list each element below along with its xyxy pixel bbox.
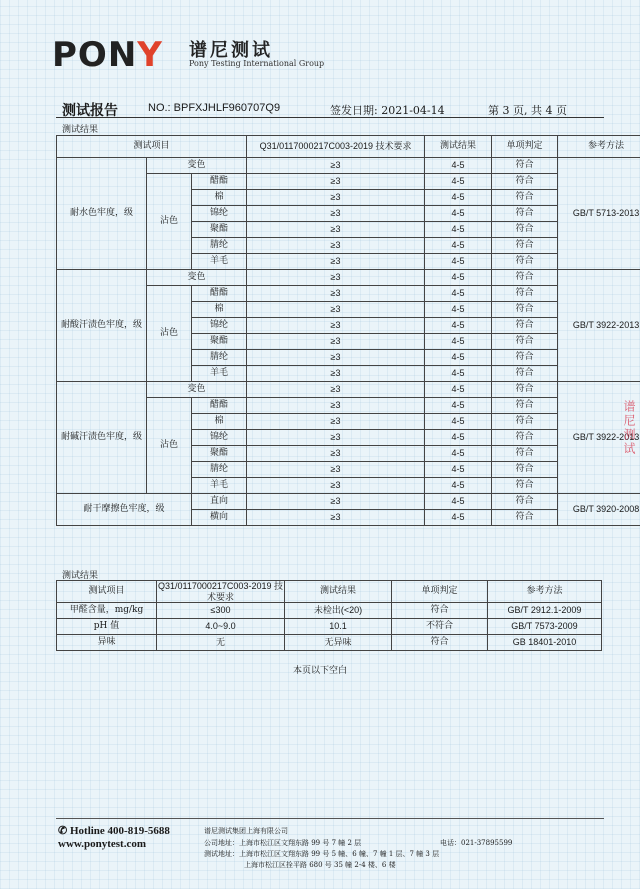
verdict-cell: 符合 — [492, 494, 558, 510]
result-cell: 4-5 — [425, 174, 492, 190]
requirement-cell: ≥3 — [247, 286, 425, 302]
result-cell: 无异味 — [285, 635, 392, 651]
verdict-cell: 符合 — [492, 302, 558, 318]
colorfastness-table — [56, 135, 640, 526]
verdict-cell: 符合 — [492, 286, 558, 302]
requirement-cell: ≥3 — [247, 350, 425, 366]
chemical-table — [56, 580, 602, 651]
header-requirement: Q31/0117000217C003-2019 技术要求 — [247, 136, 425, 158]
issue-date: 签发日期: 2021-04-14 — [330, 104, 445, 117]
fiber-cell: 腈纶 — [192, 462, 247, 478]
method-cell: GB/T 3922-2013 — [558, 270, 640, 382]
verdict-cell: 符合 — [492, 270, 558, 286]
fiber-cell: 锦纶 — [192, 430, 247, 446]
footer-divider — [56, 818, 604, 819]
fiber-cell: 醋酯 — [192, 286, 247, 302]
test-item-name: 耐碱汗渍色牢度，级 — [57, 382, 147, 494]
verdict-cell: 符合 — [392, 603, 488, 619]
table-row — [57, 619, 602, 635]
result-cell: 10.1 — [285, 619, 392, 635]
header-method: 参考方法 — [558, 136, 640, 158]
table-row — [57, 382, 640, 398]
blank-note: 本页以下空白 — [292, 666, 347, 676]
result-cell: 4-5 — [425, 206, 492, 222]
test-item-name: 异味 — [57, 635, 157, 651]
method-cell: GB/T 7573-2009 — [488, 619, 602, 635]
result-cell: 4-5 — [425, 350, 492, 366]
fiber-cell: 醋酯 — [192, 398, 247, 414]
verdict-cell: 符合 — [492, 254, 558, 270]
requirement-cell: ≥3 — [247, 190, 425, 206]
direction-cell: 横向 — [192, 510, 247, 526]
requirement-cell: ≥3 — [247, 398, 425, 414]
test-item-name: 耐酸汗渍色牢度，级 — [57, 270, 147, 382]
fiber-cell: 锦纶 — [192, 206, 247, 222]
footer-address: 公司地址：上海市松江区文翔东路 99 号 7 幢 2 层 — [204, 839, 362, 847]
footer-lab-address-2: 上海市松江区拴平路 680 号 35 幢 2-4 楼、6 楼 — [244, 861, 396, 869]
table-row — [57, 270, 640, 286]
fiber-cell: 锦纶 — [192, 318, 247, 334]
test-item-name: 甲醛含量，mg/kg — [57, 603, 157, 619]
test-item-name: 耐水色牢度，级 — [57, 158, 147, 270]
stain-label: 沾色 — [147, 174, 192, 270]
requirement-cell: ≥3 — [247, 254, 425, 270]
page-info: 第 3 页, 共 4 页 — [488, 104, 567, 117]
fiber-cell: 腈纶 — [192, 238, 247, 254]
result-cell: 4-5 — [425, 270, 492, 286]
result-cell: 4-5 — [425, 366, 492, 382]
table-row — [57, 603, 602, 619]
result-cell: 4-5 — [425, 334, 492, 350]
footer-lab-address-1: 测试地址：上海市松江区文翔东路 99 号 5 幢、6 幢、7 幢 1 层、7 幢 3 层 — [204, 850, 440, 858]
result-cell: 4-5 — [425, 302, 492, 318]
verdict-cell: 符合 — [492, 350, 558, 366]
requirement-cell: ≥3 — [247, 222, 425, 238]
stain-label: 沾色 — [147, 398, 192, 494]
method-cell: GB/T 3922-2013 — [558, 382, 640, 494]
requirement-cell: 无 — [157, 635, 285, 651]
verdict-cell: 符合 — [492, 398, 558, 414]
verdict-cell: 符合 — [492, 446, 558, 462]
result-cell: 4-5 — [425, 190, 492, 206]
requirement-cell: ≥3 — [247, 334, 425, 350]
fiber-cell: 羊毛 — [192, 366, 247, 382]
verdict-cell: 符合 — [492, 318, 558, 334]
requirement-cell: ≥3 — [247, 462, 425, 478]
direction-cell: 直向 — [192, 494, 247, 510]
verdict-cell: 不符合 — [392, 619, 488, 635]
header-verdict: 单项判定 — [392, 581, 488, 603]
requirement-cell: ≤300 — [157, 603, 285, 619]
requirement-cell: ≥3 — [247, 270, 425, 286]
header-result: 测试结果 — [425, 136, 492, 158]
test-item-name: 耐干摩擦色牢度，级 — [57, 494, 192, 526]
requirement-cell: ≥3 — [247, 414, 425, 430]
verdict-cell: 符合 — [492, 414, 558, 430]
method-cell: GB/T 2912.1-2009 — [488, 603, 602, 619]
change-label: 变色 — [147, 270, 247, 286]
table-row — [57, 158, 640, 174]
section2-title: 测试结果 — [62, 571, 99, 581]
pony-logo-mark: PONY — [52, 35, 163, 75]
result-cell: 4-5 — [425, 158, 492, 174]
company-name-en: Pony Testing International Group — [189, 59, 325, 68]
requirement-cell: ≥3 — [247, 446, 425, 462]
result-cell: 4-5 — [425, 430, 492, 446]
verdict-cell: 符合 — [492, 158, 558, 174]
header-method: 参考方法 — [488, 581, 602, 603]
requirement-cell: ≥3 — [247, 366, 425, 382]
verdict-cell: 符合 — [492, 238, 558, 254]
header-item: 测试项目 — [57, 136, 247, 158]
requirement-cell: ≥3 — [247, 494, 425, 510]
verdict-cell: 符合 — [492, 206, 558, 222]
fiber-cell: 羊毛 — [192, 478, 247, 494]
method-cell: GB/T 3920-2008 — [558, 494, 640, 526]
change-label: 变色 — [147, 158, 247, 174]
change-label: 变色 — [147, 382, 247, 398]
hotline — [58, 824, 170, 837]
phone-icon: ✆ — [58, 825, 68, 837]
fiber-cell: 醋酯 — [192, 174, 247, 190]
verdict-cell: 符合 — [492, 430, 558, 446]
company-name-cn: 谱尼测试 — [189, 40, 273, 61]
test-item-name: pH 值 — [57, 619, 157, 635]
requirement-cell: ≥3 — [247, 318, 425, 334]
result-cell: 4-5 — [425, 478, 492, 494]
verdict-cell: 符合 — [492, 334, 558, 350]
requirement-cell: ≥3 — [247, 158, 425, 174]
fiber-cell: 棉 — [192, 414, 247, 430]
table-header-row — [57, 136, 640, 158]
requirement-cell: 4.0~9.0 — [157, 619, 285, 635]
verdict-cell: 符合 — [492, 174, 558, 190]
verdict-cell: 符合 — [492, 222, 558, 238]
requirement-cell: ≥3 — [247, 174, 425, 190]
header-divider — [56, 117, 604, 118]
method-cell: GB 18401-2010 — [488, 635, 602, 651]
verdict-cell: 符合 — [492, 510, 558, 526]
header-item: 测试项目 — [57, 581, 157, 603]
footer-phone: 电话：021-37895599 — [440, 839, 513, 847]
stain-label: 沾色 — [147, 286, 192, 382]
result-cell: 4-5 — [425, 398, 492, 414]
requirement-cell: ≥3 — [247, 430, 425, 446]
verdict-cell: 符合 — [492, 382, 558, 398]
result-cell: 4-5 — [425, 462, 492, 478]
requirement-cell: ≥3 — [247, 478, 425, 494]
report-number: NO.: BPFXJHLF960707Q9 — [148, 102, 281, 114]
header-result: 测试结果 — [285, 581, 392, 603]
header-verdict: 单项判定 — [492, 136, 558, 158]
requirement-cell: ≥3 — [247, 206, 425, 222]
fiber-cell: 腈纶 — [192, 350, 247, 366]
result-cell: 4-5 — [425, 494, 492, 510]
table-row — [57, 635, 602, 651]
result-cell: 4-5 — [425, 286, 492, 302]
seal-stamp: 谱尼测试 — [622, 400, 636, 456]
verdict-cell: 符合 — [492, 190, 558, 206]
result-cell: 4-5 — [425, 414, 492, 430]
verdict-cell: 符合 — [492, 366, 558, 382]
fiber-cell: 棉 — [192, 190, 247, 206]
result-cell: 4-5 — [425, 238, 492, 254]
result-cell: 4-5 — [425, 254, 492, 270]
result-cell: 4-5 — [425, 510, 492, 526]
table-header-row — [57, 581, 602, 603]
fiber-cell: 聚酯 — [192, 334, 247, 350]
chemical-table-body — [57, 603, 602, 651]
requirement-cell: ≥3 — [247, 302, 425, 318]
verdict-cell: 符合 — [392, 635, 488, 651]
fiber-cell: 聚酯 — [192, 222, 247, 238]
website-link[interactable]: www.ponytest.com — [58, 838, 146, 850]
result-cell: 4-5 — [425, 222, 492, 238]
result-cell: 4-5 — [425, 446, 492, 462]
method-cell: GB/T 5713-2013 — [558, 158, 640, 270]
section1-title: 测试结果 — [62, 125, 99, 135]
requirement-cell: ≥3 — [247, 238, 425, 254]
result-cell: 4-5 — [425, 318, 492, 334]
hotline-text: Hotline 400-819-5688 — [69, 825, 170, 837]
requirement-cell: ≥3 — [247, 510, 425, 526]
fiber-cell: 聚酯 — [192, 446, 247, 462]
footer-company: 谱尼测试集团上海有限公司 — [204, 827, 288, 835]
fiber-cell: 棉 — [192, 302, 247, 318]
verdict-cell: 符合 — [492, 462, 558, 478]
result-cell: 4-5 — [425, 382, 492, 398]
report-title: 测试报告 — [62, 103, 118, 119]
fiber-cell: 羊毛 — [192, 254, 247, 270]
verdict-cell: 符合 — [492, 478, 558, 494]
colorfastness-table-body — [57, 158, 640, 526]
company-logo — [52, 35, 325, 75]
result-cell: 未检出(<20) — [285, 603, 392, 619]
table-row — [57, 494, 640, 510]
requirement-cell: ≥3 — [247, 382, 425, 398]
header-requirement: Q31/0117000217C003-2019 技术要求 — [158, 581, 283, 602]
